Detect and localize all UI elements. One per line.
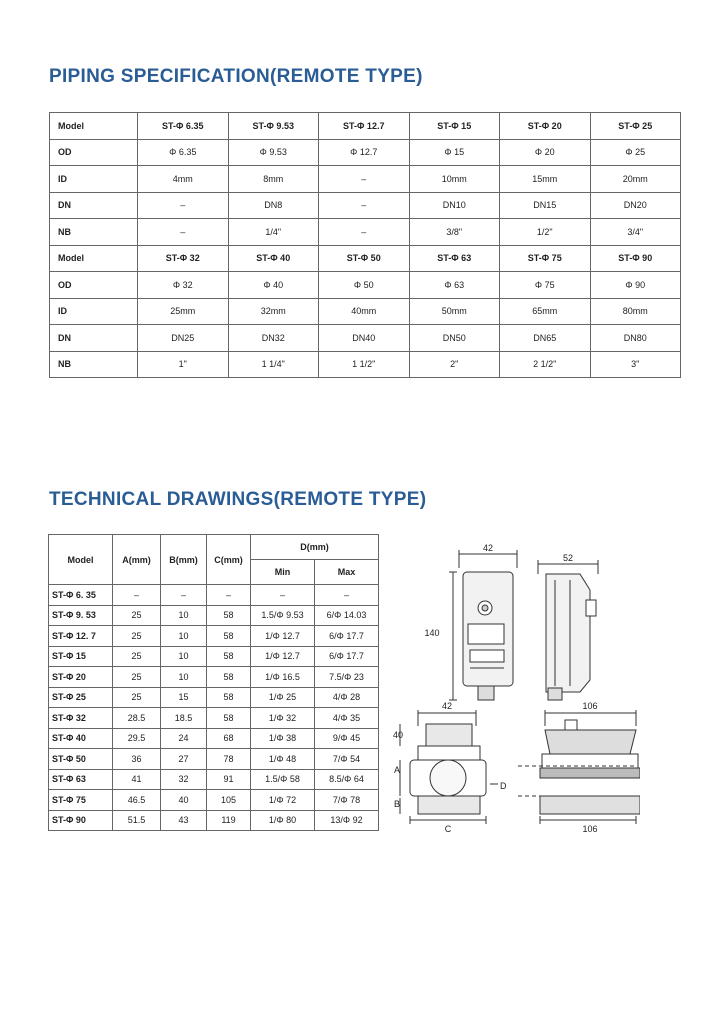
table-cell: – — [319, 192, 410, 219]
table-cell: 1/Φ 12.7 — [251, 646, 315, 667]
table-cell: 15mm — [500, 166, 591, 193]
table-row — [50, 139, 681, 166]
table-cell: 10 — [161, 646, 207, 667]
table-cell: 58 — [207, 605, 251, 626]
table-cell: 40 — [161, 790, 207, 811]
table-cell: 8mm — [228, 166, 319, 193]
table-cell: 10 — [161, 667, 207, 688]
table-row — [49, 687, 379, 708]
table-cell: 80mm — [590, 298, 681, 325]
table-cell: – — [319, 219, 410, 246]
table-cell: 32 — [161, 769, 207, 790]
row-label: DN — [50, 192, 138, 219]
table-cell: 40mm — [319, 298, 410, 325]
table-cell: 46.5 — [113, 790, 161, 811]
table-row — [49, 749, 379, 770]
table-cell: 1/Φ 25 — [251, 687, 315, 708]
table-row — [49, 646, 379, 667]
table-row — [49, 769, 379, 790]
table-cell: DN32 — [228, 325, 319, 352]
table-cell: 41 — [113, 769, 161, 790]
table-cell: 25 — [113, 605, 161, 626]
table-cell: 91 — [207, 769, 251, 790]
header-model: Model — [49, 535, 113, 585]
table-cell: – — [315, 585, 379, 606]
dim-label-b: B — [394, 799, 401, 809]
clamp-side-drawing — [518, 710, 640, 824]
table-row — [49, 585, 379, 606]
header-c: C(mm) — [207, 535, 251, 585]
model-label: ST-Φ 50 — [49, 749, 113, 770]
model-cell: ST-Φ 15 — [409, 113, 500, 140]
table-row — [49, 667, 379, 688]
table-cell: 6/Φ 14.03 — [315, 605, 379, 626]
table-cell: 4/Φ 28 — [315, 687, 379, 708]
table-cell: 1/Φ 48 — [251, 749, 315, 770]
table-cell: 10 — [161, 605, 207, 626]
model-cell: ST-Φ 90 — [590, 245, 681, 272]
table-row — [50, 298, 681, 325]
table-cell: Φ 9.53 — [228, 139, 319, 166]
table-cell: 25 — [113, 687, 161, 708]
technical-drawings — [390, 540, 640, 840]
table-cell: 3/4" — [590, 219, 681, 246]
table-cell: 8.5/Φ 64 — [315, 769, 379, 790]
table-cell: Φ 63 — [409, 272, 500, 299]
side-view-drawing — [538, 560, 598, 700]
model-label: ST-Φ 25 — [49, 687, 113, 708]
table-cell: 1/Φ 80 — [251, 810, 315, 831]
table-cell: 43 — [161, 810, 207, 831]
table-cell: 7/Φ 54 — [315, 749, 379, 770]
row-label: ID — [50, 166, 138, 193]
table-row — [49, 708, 379, 729]
table-cell: 1.5/Φ 58 — [251, 769, 315, 790]
table-cell: 29.5 — [113, 728, 161, 749]
dim-clamp-height: 40 — [392, 730, 404, 740]
table-cell: Φ 6.35 — [138, 139, 229, 166]
model-label: ST-Φ 40 — [49, 728, 113, 749]
table-cell: 3" — [590, 351, 681, 378]
table-cell: 51.5 — [113, 810, 161, 831]
model-label: ST-Φ 9. 53 — [49, 605, 113, 626]
table-row — [50, 219, 681, 246]
table-cell: DN10 — [409, 192, 500, 219]
table-cell: – — [113, 585, 161, 606]
table-cell: 50mm — [409, 298, 500, 325]
model-label: ST-Φ 90 — [49, 810, 113, 831]
table-cell: Φ 12.7 — [319, 139, 410, 166]
table-cell: 10mm — [409, 166, 500, 193]
model-label: ST-Φ 20 — [49, 667, 113, 688]
table-cell: 2" — [409, 351, 500, 378]
clamp-front-drawing — [400, 710, 498, 824]
row-label: OD — [50, 139, 138, 166]
model-cell: ST-Φ 20 — [500, 113, 591, 140]
table-cell: 1" — [138, 351, 229, 378]
table-cell: 3/8" — [409, 219, 500, 246]
piping-spec-table — [49, 112, 681, 378]
front-view-drawing — [449, 550, 517, 700]
table-cell: Φ 40 — [228, 272, 319, 299]
table-cell: 27 — [161, 749, 207, 770]
table-cell: 1 1/4" — [228, 351, 319, 378]
dim-label-d: D — [500, 781, 507, 791]
table-row — [49, 605, 379, 626]
table-row — [49, 728, 379, 749]
table-cell: 7.5/Φ 23 — [315, 667, 379, 688]
table-row — [49, 626, 379, 647]
model-label: ST-Φ 12. 7 — [49, 626, 113, 647]
table-cell: 105 — [207, 790, 251, 811]
dim-length-top: 106 — [582, 701, 598, 711]
table-cell: 1/Φ 16.5 — [251, 667, 315, 688]
row-label: NB — [50, 219, 138, 246]
technical-table — [48, 534, 379, 831]
table-cell: – — [161, 585, 207, 606]
header-d: D(mm) — [251, 535, 379, 560]
technical-title: TECHNICAL DRAWINGS(REMOTE TYPE) — [49, 489, 427, 510]
table-cell: 9/Φ 45 — [315, 728, 379, 749]
model-cell: ST-Φ 75 — [500, 245, 591, 272]
model-cell: ST-Φ 40 — [228, 245, 319, 272]
model-cell: ST-Φ 9.53 — [228, 113, 319, 140]
model-cell: ST-Φ 12.7 — [319, 113, 410, 140]
table-cell: 25 — [113, 626, 161, 647]
piping-title: PIPING SPECIFICATION(REMOTE TYPE) — [49, 66, 423, 87]
model-cell: ST-Φ 6.35 — [138, 113, 229, 140]
model-cell: ST-Φ 63 — [409, 245, 500, 272]
table-cell: 28.5 — [113, 708, 161, 729]
table-cell: Φ 50 — [319, 272, 410, 299]
header-b: B(mm) — [161, 535, 207, 585]
table-cell: 2 1/2" — [500, 351, 591, 378]
model-cell: ST-Φ 32 — [138, 245, 229, 272]
table-row — [50, 325, 681, 352]
table-row — [49, 810, 379, 831]
table-cell: DN40 — [319, 325, 410, 352]
table-cell: 58 — [207, 687, 251, 708]
table-cell: 58 — [207, 626, 251, 647]
model-cell: ST-Φ 50 — [319, 245, 410, 272]
row-label: ID — [50, 298, 138, 325]
table-cell: Φ 32 — [138, 272, 229, 299]
table-cell: 4mm — [138, 166, 229, 193]
table-cell: Φ 25 — [590, 139, 681, 166]
table-cell: 1/2" — [500, 219, 591, 246]
table-cell: 58 — [207, 667, 251, 688]
row-label: NB — [50, 351, 138, 378]
table-row — [50, 351, 681, 378]
table-cell: – — [319, 166, 410, 193]
table-cell: – — [138, 219, 229, 246]
table-cell: 25mm — [138, 298, 229, 325]
table-cell: 25 — [113, 667, 161, 688]
dim-length-bottom: 106 — [582, 824, 598, 834]
dim-label-c: C — [444, 824, 452, 834]
model-label: ST-Φ 15 — [49, 646, 113, 667]
row-label: Model — [50, 245, 138, 272]
header-a: A(mm) — [113, 535, 161, 585]
table-cell: 6/Φ 17.7 — [315, 626, 379, 647]
table-cell: Φ 20 — [500, 139, 591, 166]
table-cell: 1/Φ 12.7 — [251, 626, 315, 647]
model-label: ST-Φ 75 — [49, 790, 113, 811]
table-cell: – — [138, 192, 229, 219]
dim-clamp-width: 42 — [441, 701, 453, 711]
table-cell: 13/Φ 92 — [315, 810, 379, 831]
table-cell: 58 — [207, 646, 251, 667]
table-cell: 1/4" — [228, 219, 319, 246]
table-cell: 25 — [113, 646, 161, 667]
model-header-row — [50, 113, 681, 140]
table-cell: 32mm — [228, 298, 319, 325]
table-cell: DN8 — [228, 192, 319, 219]
table-cell: Φ 90 — [590, 272, 681, 299]
table-row — [49, 790, 379, 811]
table-cell: 20mm — [590, 166, 681, 193]
dim-height: 140 — [424, 628, 440, 638]
table-cell: 1/Φ 38 — [251, 728, 315, 749]
table-cell: 1.5/Φ 9.53 — [251, 605, 315, 626]
dim-side-width: 52 — [562, 553, 574, 563]
table-cell: 58 — [207, 708, 251, 729]
table-cell: 10 — [161, 626, 207, 647]
model-label: ST-Φ 63 — [49, 769, 113, 790]
table-cell: 15 — [161, 687, 207, 708]
header-d-min: Min — [251, 560, 315, 585]
model-header-row — [50, 245, 681, 272]
table-cell: 18.5 — [161, 708, 207, 729]
table-cell: DN15 — [500, 192, 591, 219]
table-cell: 4/Φ 35 — [315, 708, 379, 729]
table-cell: 68 — [207, 728, 251, 749]
table-cell: 36 — [113, 749, 161, 770]
dim-front-width: 42 — [482, 543, 494, 553]
table-cell: DN80 — [590, 325, 681, 352]
header-d-max: Max — [315, 560, 379, 585]
table-cell: 1/Φ 72 — [251, 790, 315, 811]
model-cell: ST-Φ 25 — [590, 113, 681, 140]
table-cell: 1 1/2" — [319, 351, 410, 378]
row-label: Model — [50, 113, 138, 140]
row-label: OD — [50, 272, 138, 299]
table-cell: 78 — [207, 749, 251, 770]
model-label: ST-Φ 32 — [49, 708, 113, 729]
table-cell: 119 — [207, 810, 251, 831]
table-cell: 24 — [161, 728, 207, 749]
table-cell: 1/Φ 32 — [251, 708, 315, 729]
table-row — [50, 192, 681, 219]
table-cell: DN20 — [590, 192, 681, 219]
table-cell: 6/Φ 17.7 — [315, 646, 379, 667]
table-cell: Φ 75 — [500, 272, 591, 299]
model-label: ST-Φ 6. 35 — [49, 585, 113, 606]
table-cell: Φ 15 — [409, 139, 500, 166]
table-cell: 7/Φ 78 — [315, 790, 379, 811]
table-cell: 65mm — [500, 298, 591, 325]
table-cell: – — [207, 585, 251, 606]
table-cell: DN65 — [500, 325, 591, 352]
table-cell: DN25 — [138, 325, 229, 352]
table-row — [50, 272, 681, 299]
row-label: DN — [50, 325, 138, 352]
table-cell: DN50 — [409, 325, 500, 352]
table-cell: – — [251, 585, 315, 606]
dim-label-a: A — [394, 765, 401, 775]
table-row — [50, 166, 681, 193]
